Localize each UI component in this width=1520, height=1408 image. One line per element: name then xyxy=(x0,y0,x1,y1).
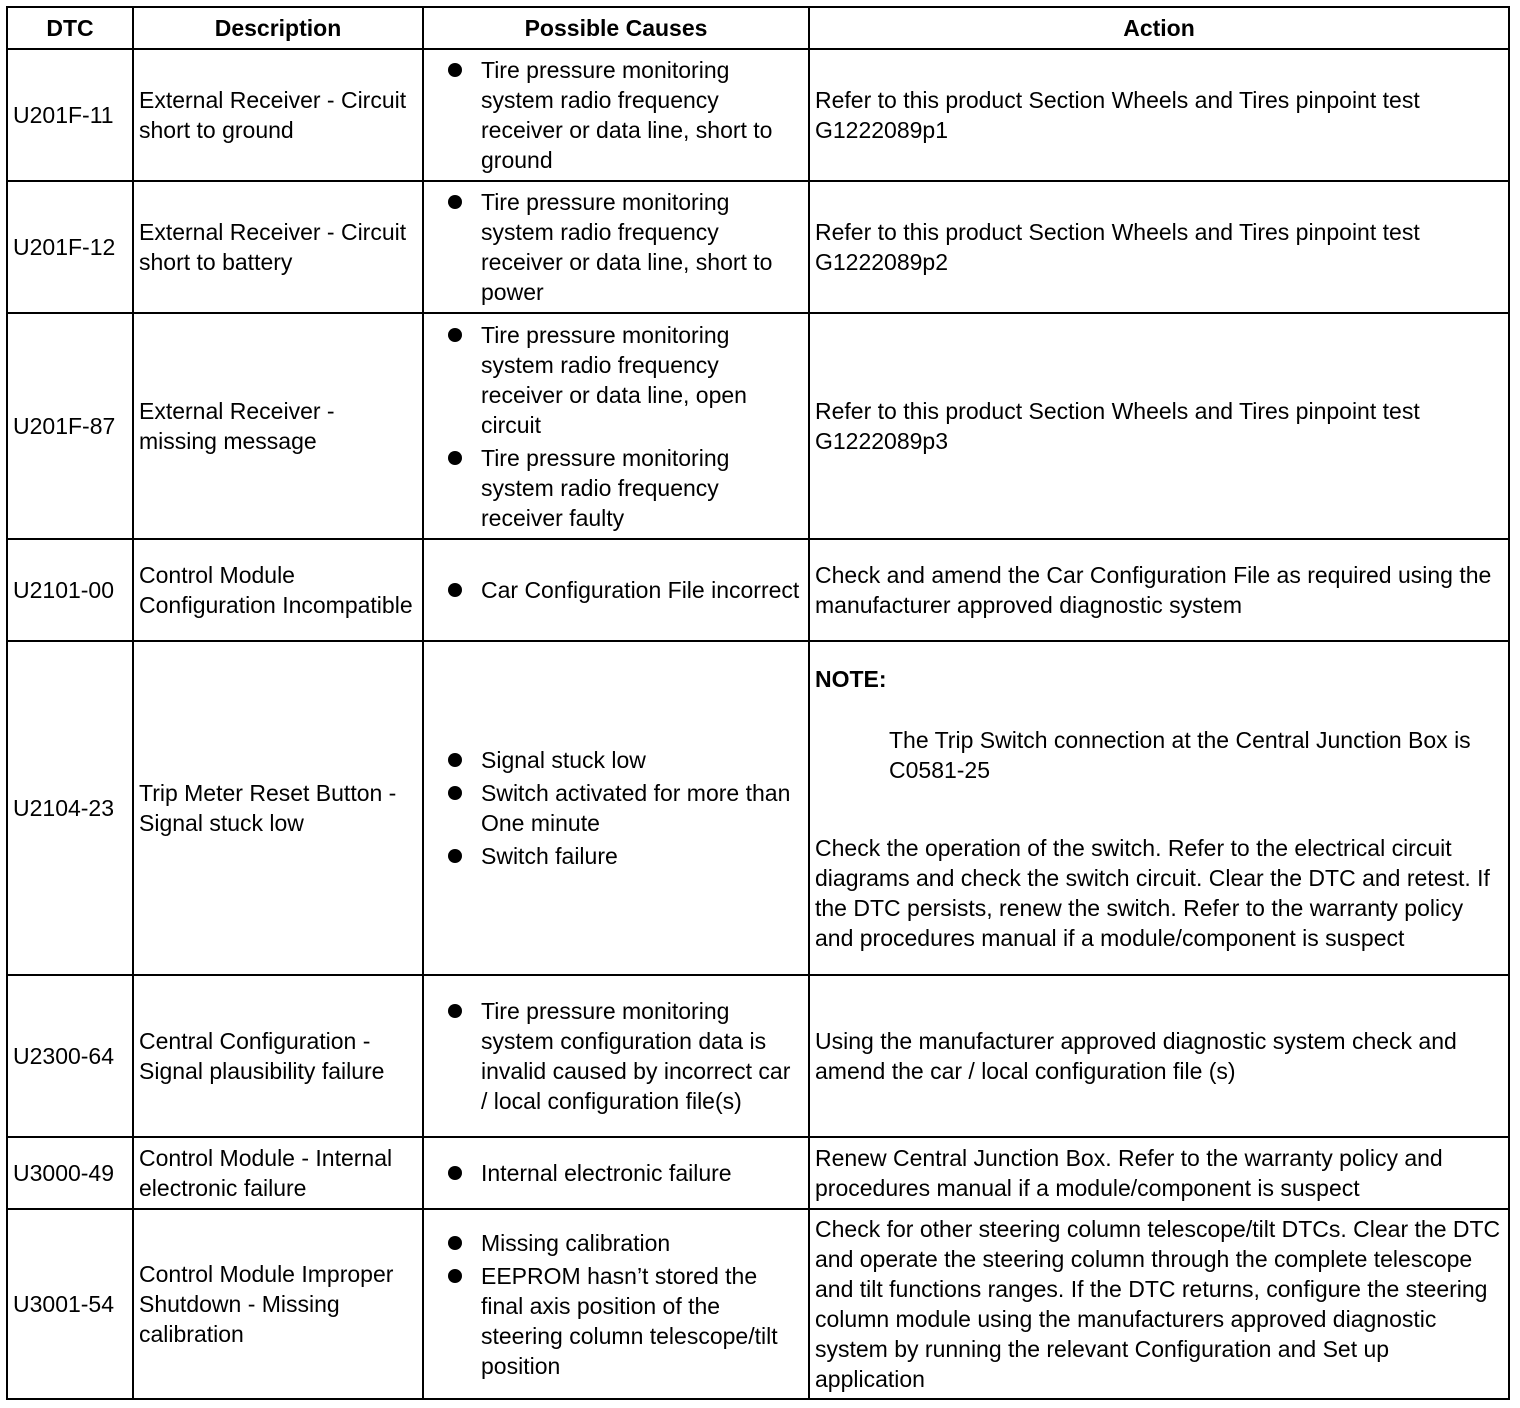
header-row xyxy=(7,7,1509,49)
dtc-code: U2300-64 xyxy=(7,975,133,1137)
cause-text: Tire pressure monitoring system configuration data is invalid caused by incorrect car / local configuration file(s) xyxy=(481,998,791,1114)
possible-causes xyxy=(423,975,809,1137)
list-item xyxy=(481,996,803,1116)
dtc-description: Control Module Improper Shutdown - Missing calibration xyxy=(133,1209,423,1399)
bullet-icon xyxy=(448,583,462,597)
table-row xyxy=(7,539,1509,641)
dtc-code: U2104-23 xyxy=(7,641,133,975)
action-text: Check for other steering column telescope/tilt DTCs. Clear the DTC and operate the steering column through the complete telescope and tilt functions ranges. If the DTC returns, configure the steering column module using the manufacturers approved diagnostic system by running the relevant Configuration and Set up application xyxy=(809,1209,1509,1399)
header-possible-causes: Possible Causes xyxy=(423,7,809,49)
header-dtc: DTC xyxy=(7,7,133,49)
list-item xyxy=(481,1261,803,1381)
list-item xyxy=(481,778,803,838)
list-item xyxy=(481,1158,803,1188)
action-text: Check and amend the Car Configuration File as required using the manufacturer approved diagnostic system xyxy=(809,539,1509,641)
dtc-code: U201F-12 xyxy=(7,181,133,313)
list-item xyxy=(481,841,803,871)
bullet-icon xyxy=(448,849,462,863)
bullet-icon xyxy=(448,1166,462,1180)
list-item xyxy=(481,443,803,533)
bullet-icon xyxy=(448,753,462,767)
bullet-icon xyxy=(448,1004,462,1018)
table-row xyxy=(7,181,1509,313)
dtc-code: U201F-11 xyxy=(7,49,133,181)
table-row xyxy=(7,1209,1509,1399)
note-label: NOTE: xyxy=(815,665,887,692)
bullet-icon xyxy=(448,195,462,209)
header-action: Action xyxy=(809,7,1509,49)
dtc-description: External Receiver - Circuit short to battery xyxy=(133,181,423,313)
cause-text: EEPROM hasn’t stored the final axis position of the steering column telescope/tilt position xyxy=(481,1262,778,1379)
dtc-code: U2101-00 xyxy=(7,539,133,641)
action-text: Using the manufacturer approved diagnostic system check and amend the car / local configuration file (s) xyxy=(809,975,1509,1137)
dtc-description: Trip Meter Reset Button - Signal stuck low xyxy=(133,641,423,975)
dtc-description: External Receiver - Circuit short to ground xyxy=(133,49,423,181)
cause-text: Tire pressure monitoring system radio frequency receiver or data line, short to ground xyxy=(481,57,773,173)
list-item xyxy=(481,1228,803,1258)
action-text: Refer to this product Section Wheels and Tires pinpoint test G1222089p1 xyxy=(809,49,1509,181)
action-text: Refer to this product Section Wheels and Tires pinpoint test G1222089p2 xyxy=(809,181,1509,313)
possible-causes xyxy=(423,641,809,975)
bullet-icon xyxy=(448,1236,462,1250)
action-text: Refer to this product Section Wheels and Tires pinpoint test G1222089p3 xyxy=(809,313,1509,539)
dtc-description: Central Configuration - Signal plausibility failure xyxy=(133,975,423,1137)
possible-causes xyxy=(423,1137,809,1209)
possible-causes xyxy=(423,1209,809,1399)
table-row xyxy=(7,641,1509,975)
dtc-description: Control Module Configuration Incompatible xyxy=(133,539,423,641)
cause-text: Switch activated for more than One minute xyxy=(481,780,791,836)
bullet-icon xyxy=(448,786,462,800)
cause-text: Tire pressure monitoring system radio frequency receiver or data line, open circuit xyxy=(481,321,747,438)
note-text: The Trip Switch connection at the Central Junction Box is C0581-25 xyxy=(889,726,1471,783)
action-text: Check the operation of the switch. Refer to the electrical circuit diagrams and check the switch circuit. Clear the DTC and retest. If the DTC persists, renew the switch. Refer to the warranty policy and procedures manual if a module/component is suspect xyxy=(815,834,1490,951)
dtc-description: External Receiver - missing message xyxy=(133,313,423,539)
dtc-code: U3000-49 xyxy=(7,1137,133,1209)
dtc-code: U201F-87 xyxy=(7,313,133,539)
dtc-description: Control Module - Internal electronic failure xyxy=(133,1137,423,1209)
bullet-icon xyxy=(448,328,462,342)
action-cell xyxy=(809,641,1509,975)
bullet-icon xyxy=(448,1269,462,1283)
list-item xyxy=(481,187,803,307)
table-row xyxy=(7,313,1509,539)
bullet-icon xyxy=(448,451,462,465)
cause-text: Tire pressure monitoring system radio frequency receiver or data line, short to power xyxy=(481,189,773,305)
cause-text: Switch failure xyxy=(481,843,618,869)
cause-text: Car Configuration File incorrect xyxy=(481,577,800,603)
action-text: Renew Central Junction Box. Refer to the warranty policy and procedures manual if a module/component is suspect xyxy=(809,1137,1509,1209)
table-row xyxy=(7,49,1509,181)
dtc-table xyxy=(6,6,1510,1400)
cause-text: Tire pressure monitoring system radio frequency receiver faulty xyxy=(481,444,730,531)
cause-text: Missing calibration xyxy=(481,1229,671,1256)
list-item xyxy=(481,55,803,175)
table-row xyxy=(7,1137,1509,1209)
dtc-code: U3001-54 xyxy=(7,1209,133,1399)
possible-causes xyxy=(423,313,809,539)
possible-causes xyxy=(423,181,809,313)
cause-text: Signal stuck low xyxy=(481,747,646,773)
header-description: Description xyxy=(133,7,423,49)
list-item xyxy=(481,320,803,440)
possible-causes xyxy=(423,539,809,641)
cause-text: Internal electronic failure xyxy=(481,1160,732,1186)
possible-causes xyxy=(423,49,809,181)
list-item xyxy=(481,745,803,775)
bullet-icon xyxy=(448,63,462,77)
table-row xyxy=(7,975,1509,1137)
list-item xyxy=(481,575,803,605)
